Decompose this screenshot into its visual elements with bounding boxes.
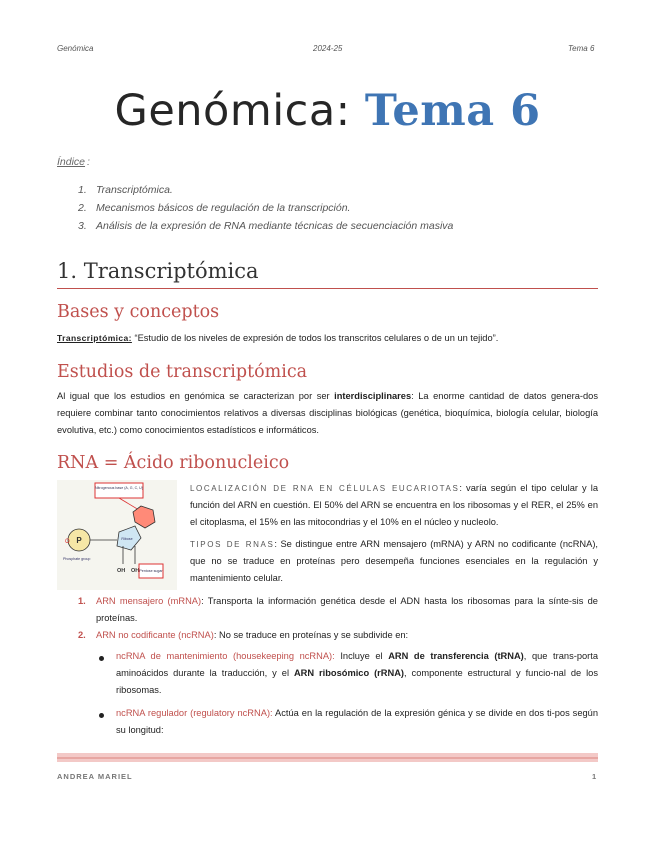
rna-location-paragraph [190, 480, 598, 531]
list-item [96, 593, 598, 627]
document-title [0, 86, 655, 136]
rna-types-text: : Se distingue entre ARN mensajero (mRNA) y ARN no codificante (ncRNA), que no se traduce en proteínas pero desempeña funciones esenciales en la regulación y mantenimiento celular. [190, 539, 598, 583]
index-heading [57, 156, 85, 168]
toc-item[interactable] [78, 184, 453, 202]
bullet-label: ncRNA regulador (regulatory ncRNA): [116, 708, 273, 718]
header-year: 2024-25 [313, 44, 343, 53]
header-topic: Tema 6 [568, 44, 595, 53]
list-item-text: : No se traduce en proteínas y se subdivide en: [213, 630, 409, 640]
bullet-text: , componente estructural y funcio-nal de los ribosomas. [116, 668, 598, 695]
definition-term: Transcriptómica: [57, 333, 132, 343]
index-label-colon: : [87, 156, 90, 168]
bullet-marker [99, 713, 104, 718]
list-item-label: ARN mensajero (mRNA) [96, 596, 202, 606]
toc-text: Análisis de la expresión de RNA mediante técnicas de secuenciación masiva [96, 220, 454, 232]
estudios-text: Al igual que los estudios en genómica se caracterizan por ser [57, 391, 335, 401]
rna-types-paragraph [190, 536, 598, 587]
estudios-text: : La enorme cantidad de datos genera-dos requiere combinar tanto conocimientos relativos a diversas disciplinas biológicas (genética, bioquímica, biología celular, biología evolutiva, etc.) como conocimientos estadísticos e informáticos. [57, 391, 598, 435]
oh-label: OH [131, 568, 140, 574]
base-label: Nitrogenous base (A, G, C, U) [95, 486, 143, 490]
page-number: 1 [592, 772, 598, 781]
toc-number: 2. [78, 202, 87, 214]
toc-number: 1. [78, 184, 87, 196]
list-item-label: ARN no codificante (ncRNA) [96, 630, 214, 640]
footer-author: ANDREA MARIEL [57, 772, 133, 781]
toc-text: Transcriptómica. [96, 184, 173, 196]
list-number: 1. [78, 596, 86, 606]
header-subject: Genómica [57, 44, 94, 53]
bullet-text: , que trans-porta aminoácidos durante la traducción, y el [116, 651, 599, 678]
bullet-text: Incluye el [334, 651, 389, 661]
oh-label: OH [117, 568, 126, 574]
toc-number: 3. [78, 220, 87, 232]
list-item [96, 627, 598, 644]
title-topic: Tema 6 [364, 86, 541, 136]
bullet-marker [99, 656, 104, 661]
bullet-item [116, 705, 598, 739]
rna-types-title: TIPOS DE RNAS [190, 540, 275, 549]
definition-paragraph [57, 330, 598, 347]
subsection-heading-bases: Bases y conceptos [57, 302, 220, 322]
list-number: 2. [78, 630, 86, 640]
estudios-paragraph [57, 388, 598, 439]
footer-line [57, 757, 598, 759]
section-divider [57, 288, 598, 289]
bullet-bold: ARN ribosómico (rRNA) [293, 668, 405, 678]
toc-item[interactable] [78, 220, 453, 238]
phosphate-label: Phosphate group [63, 557, 91, 561]
bullet-bold: ARN de transferencia (tRNA) [388, 651, 524, 661]
toc-text: Mecanismos básicos de regulación de la transcripción. [96, 202, 351, 214]
rna-location-title: LOCALIZACIÓN DE RNA EN CÉLULAS EUCARIOTAS [190, 484, 460, 493]
list-item-text: : Transporta la información genética desde el ADN hasta los ribosomas para la sínte-sis de proteínas. [96, 596, 598, 623]
bullet-text: Actúa en la regulación de la expresión génica y se divide en dos ti-pos según su longitud: [116, 708, 598, 735]
nucleotide-structure-figure [57, 480, 177, 590]
bullet-label: ncRNA de mantenimiento (housekeeping ncRNA): [116, 651, 335, 661]
pentose-label: Pentose sugar [139, 569, 163, 573]
estudios-bold: interdisciplinares [334, 391, 412, 401]
section-heading: 1. Transcriptómica [57, 259, 259, 283]
ribose-label: Ribose [121, 537, 133, 541]
title-subject: Genómica: [114, 86, 365, 136]
definition-text: “Estudio de los niveles de expresión de todos los transcritos celulares o de un un tejido”. [131, 333, 499, 343]
subsection-heading-rna: RNA = Ácido ribonucleico [57, 453, 290, 473]
index-label: Índice [57, 156, 86, 168]
subsection-heading-estudios: Estudios de transcriptómica [57, 362, 308, 382]
bullet-item [116, 648, 598, 699]
toc-item[interactable] [78, 202, 453, 220]
table-of-contents [78, 184, 453, 238]
phosphate-p: P [76, 536, 82, 545]
oxygen-label: O [65, 539, 70, 545]
rna-location-text: : varía según el tipo celular y la función del ARN en cuestión. El 50% del ARN se encuentra en los ribosomas y el RER, el 25% en el citoplasma, el 15% en las mitocondrias y el 10% en el núcleo y nucleolo. [190, 483, 598, 527]
